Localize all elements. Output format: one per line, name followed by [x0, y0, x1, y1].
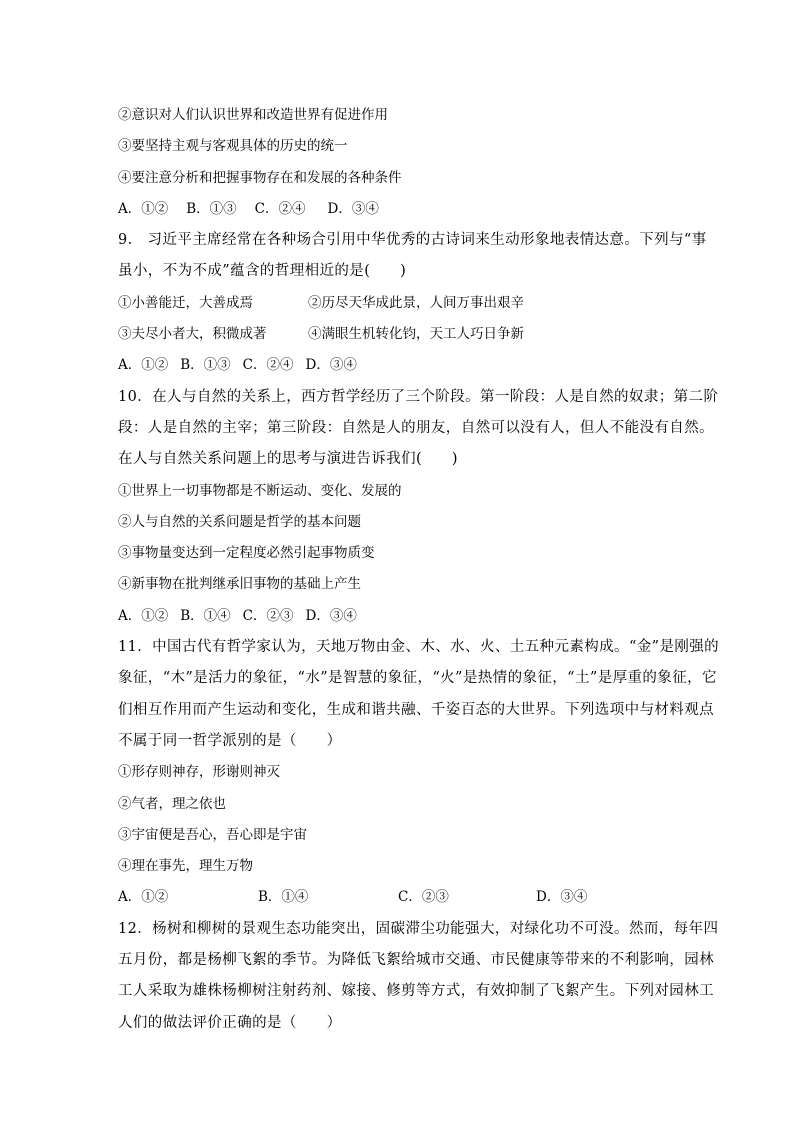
q11-stem-line-3: 们相互作用而产生运动和变化，生成和谐共融、千姿百态的大世界。下列选项中与材料观点 — [118, 701, 714, 718]
q10-statement-4: ④新事物在批判继承旧事物的基础上产生 — [118, 576, 361, 593]
q9-option-d: D．③④ — [305, 357, 357, 374]
q10-options — [118, 601, 678, 632]
q10-statement-3: ③事物量变达到一定程度必然引起事物质变 — [118, 545, 375, 562]
q12-stem-line-2: 五月份，都是杨柳飞絮的季节。为降低飞絮给城市交通、市民健康等带来的不利影响，园林 — [118, 952, 714, 969]
q8-options — [118, 194, 678, 225]
q11-stem-line-1: 11．中国古代有哲学家认为，天地万物由金、木、水、火、土五种元素构成。“金”是刚强的 — [118, 639, 720, 656]
q8-statement-4: ④要注意分析和把握事物存在和发展的各种条件 — [118, 169, 402, 186]
q8-option-b: B．①③ — [186, 200, 237, 217]
q9-stem-line-2: 虽小，不为不成”蕴含的哲理相近的是( ) — [118, 263, 407, 280]
q10-statement-2: ②人与自然的关系问题是哲学的基本问题 — [118, 513, 361, 530]
q11-stem-line-2: 象征，“木”是活力的象征，“水”是智慧的象征，“火”是热情的象征，“土”是厚重的象征，它 — [118, 670, 717, 687]
q9-options — [118, 350, 678, 381]
q9-statement-4: ④满眼生机转化钧，天工人巧日争新 — [308, 326, 524, 343]
q10-option-c: C．②③ — [242, 607, 294, 624]
q12-stem-line-3: 工人采取为雄株杨柳树注射药剂、嫁接、修剪等方式，有效抑制了飞絮产生。下列对园林工 — [118, 983, 714, 1000]
q9-stem-line-1: 9. 习近平主席经常在各种场合引用中华优秀的古诗词来生动形象地表情达意。下列与“事 — [118, 232, 707, 249]
q11-statement-1: ①形存则神存，形谢则神灭 — [118, 764, 280, 781]
q12-stem-line-1: 12．杨树和柳树的景观生态功能突出，固碳滞尘功能强大，对绿化功不可没。然而，每年四 — [118, 920, 719, 937]
exam-page — [118, 100, 720, 1039]
q11-statement-4: ④理在事先，理生万物 — [118, 858, 253, 875]
q10-stem-line-1: 10．在人与自然的关系上，西方哲学经历了三个阶段。第一阶段：人是自然的奴隶；第二阶 — [118, 388, 719, 405]
q8-option-d: D．③④ — [327, 200, 379, 217]
q11-option-b: B．①④ — [258, 889, 309, 906]
q9-statement-3: ③夫尽小者大，积微成著 — [118, 326, 267, 343]
q10-stem-line-2: 段：人是自然的主宰；第三阶段：自然是人的朋友，自然可以没有人，但人不能没有自然。 — [118, 419, 714, 436]
q10-stem-line-3: 在人与自然关系问题上的思考与演进告诉我们( ) — [118, 451, 458, 468]
q11-option-c: C．②③ — [398, 889, 449, 906]
q9-statement-2: ②历尽天华成此景，人间万事出艰辛 — [308, 294, 524, 311]
q12-stem-line-4: 人们的做法评价正确的是（ ） — [118, 1014, 342, 1031]
q9-option-a: A．①② — [118, 357, 169, 374]
q11-statement-3: ③宇宙便是吾心，吾心即是宇宙 — [118, 826, 307, 843]
q10-statement-1: ①世界上一切事物都是不断运动、变化、发展的 — [118, 482, 402, 499]
q11-option-d: D．③④ — [536, 889, 588, 906]
q10-option-b: B．①④ — [180, 607, 231, 624]
q8-option-a: A．①② — [118, 200, 169, 217]
q8-statement-3: ③要坚持主观与客观具体的历史的统一 — [118, 138, 348, 155]
q11-option-a: A．①② — [118, 889, 169, 906]
q10-option-a: A．①② — [118, 607, 169, 624]
q10-option-d: D．③④ — [305, 607, 357, 624]
q9-statement-1: ①小善能迁，大善成焉 — [118, 294, 253, 311]
q11-statement-2: ②气者，理之依也 — [118, 795, 226, 812]
q8-option-c: C．②④ — [254, 200, 306, 217]
q11-stem-line-4: 不属于同一哲学派别的是（ ） — [118, 732, 342, 749]
q9-option-b: B．①③ — [180, 357, 231, 374]
q9-statements-row-1 — [118, 288, 678, 319]
q8-statement-2: ②意识对人们认识世界和改造世界有促进作用 — [118, 107, 388, 123]
q9-option-c: C．②④ — [242, 357, 294, 374]
q9-statements-row-2 — [118, 319, 678, 350]
q11-options — [118, 882, 678, 913]
